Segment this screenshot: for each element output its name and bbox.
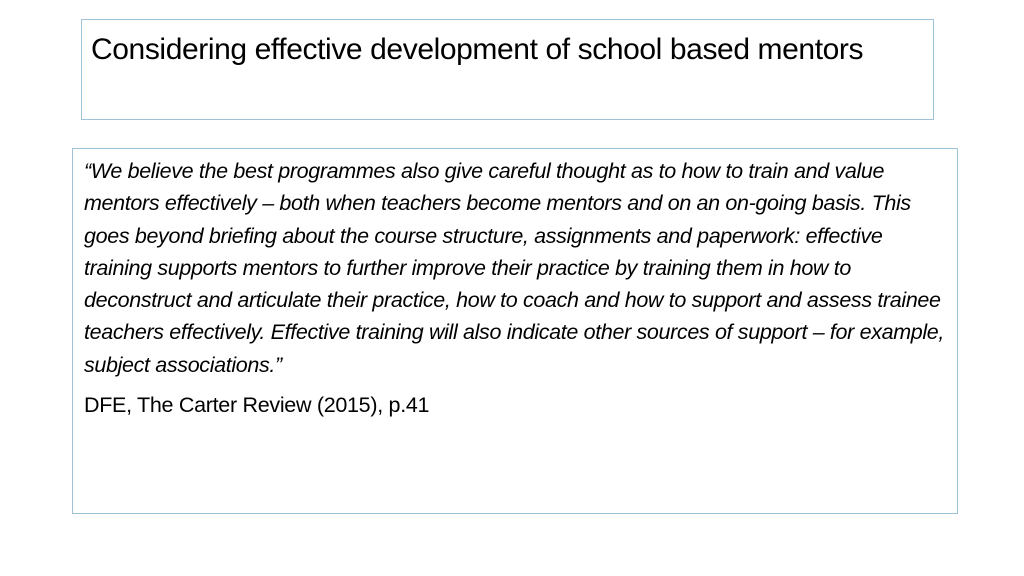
- quote-text: “We believe the best programmes also give careful thought as to how to train and value mentors effectively – both when teachers become mentors and on an on-going basis. This goes beyond briefing about the course structure, assignments and paperwork: effective training supports mentors to further improve their practice by training them in how to deconstruct and articulate their practice, how to coach and how to support and assess trainee teachers effectively. Effective training will also indicate other sources of support – for example, subject associations.”: [84, 159, 945, 377]
- slide-title: Considering effective development of school based mentors: [91, 33, 864, 66]
- citation-text: DFE, The Carter Review (2015), p.41: [84, 393, 430, 418]
- content-placeholder: [72, 148, 958, 514]
- title-placeholder: [81, 19, 934, 120]
